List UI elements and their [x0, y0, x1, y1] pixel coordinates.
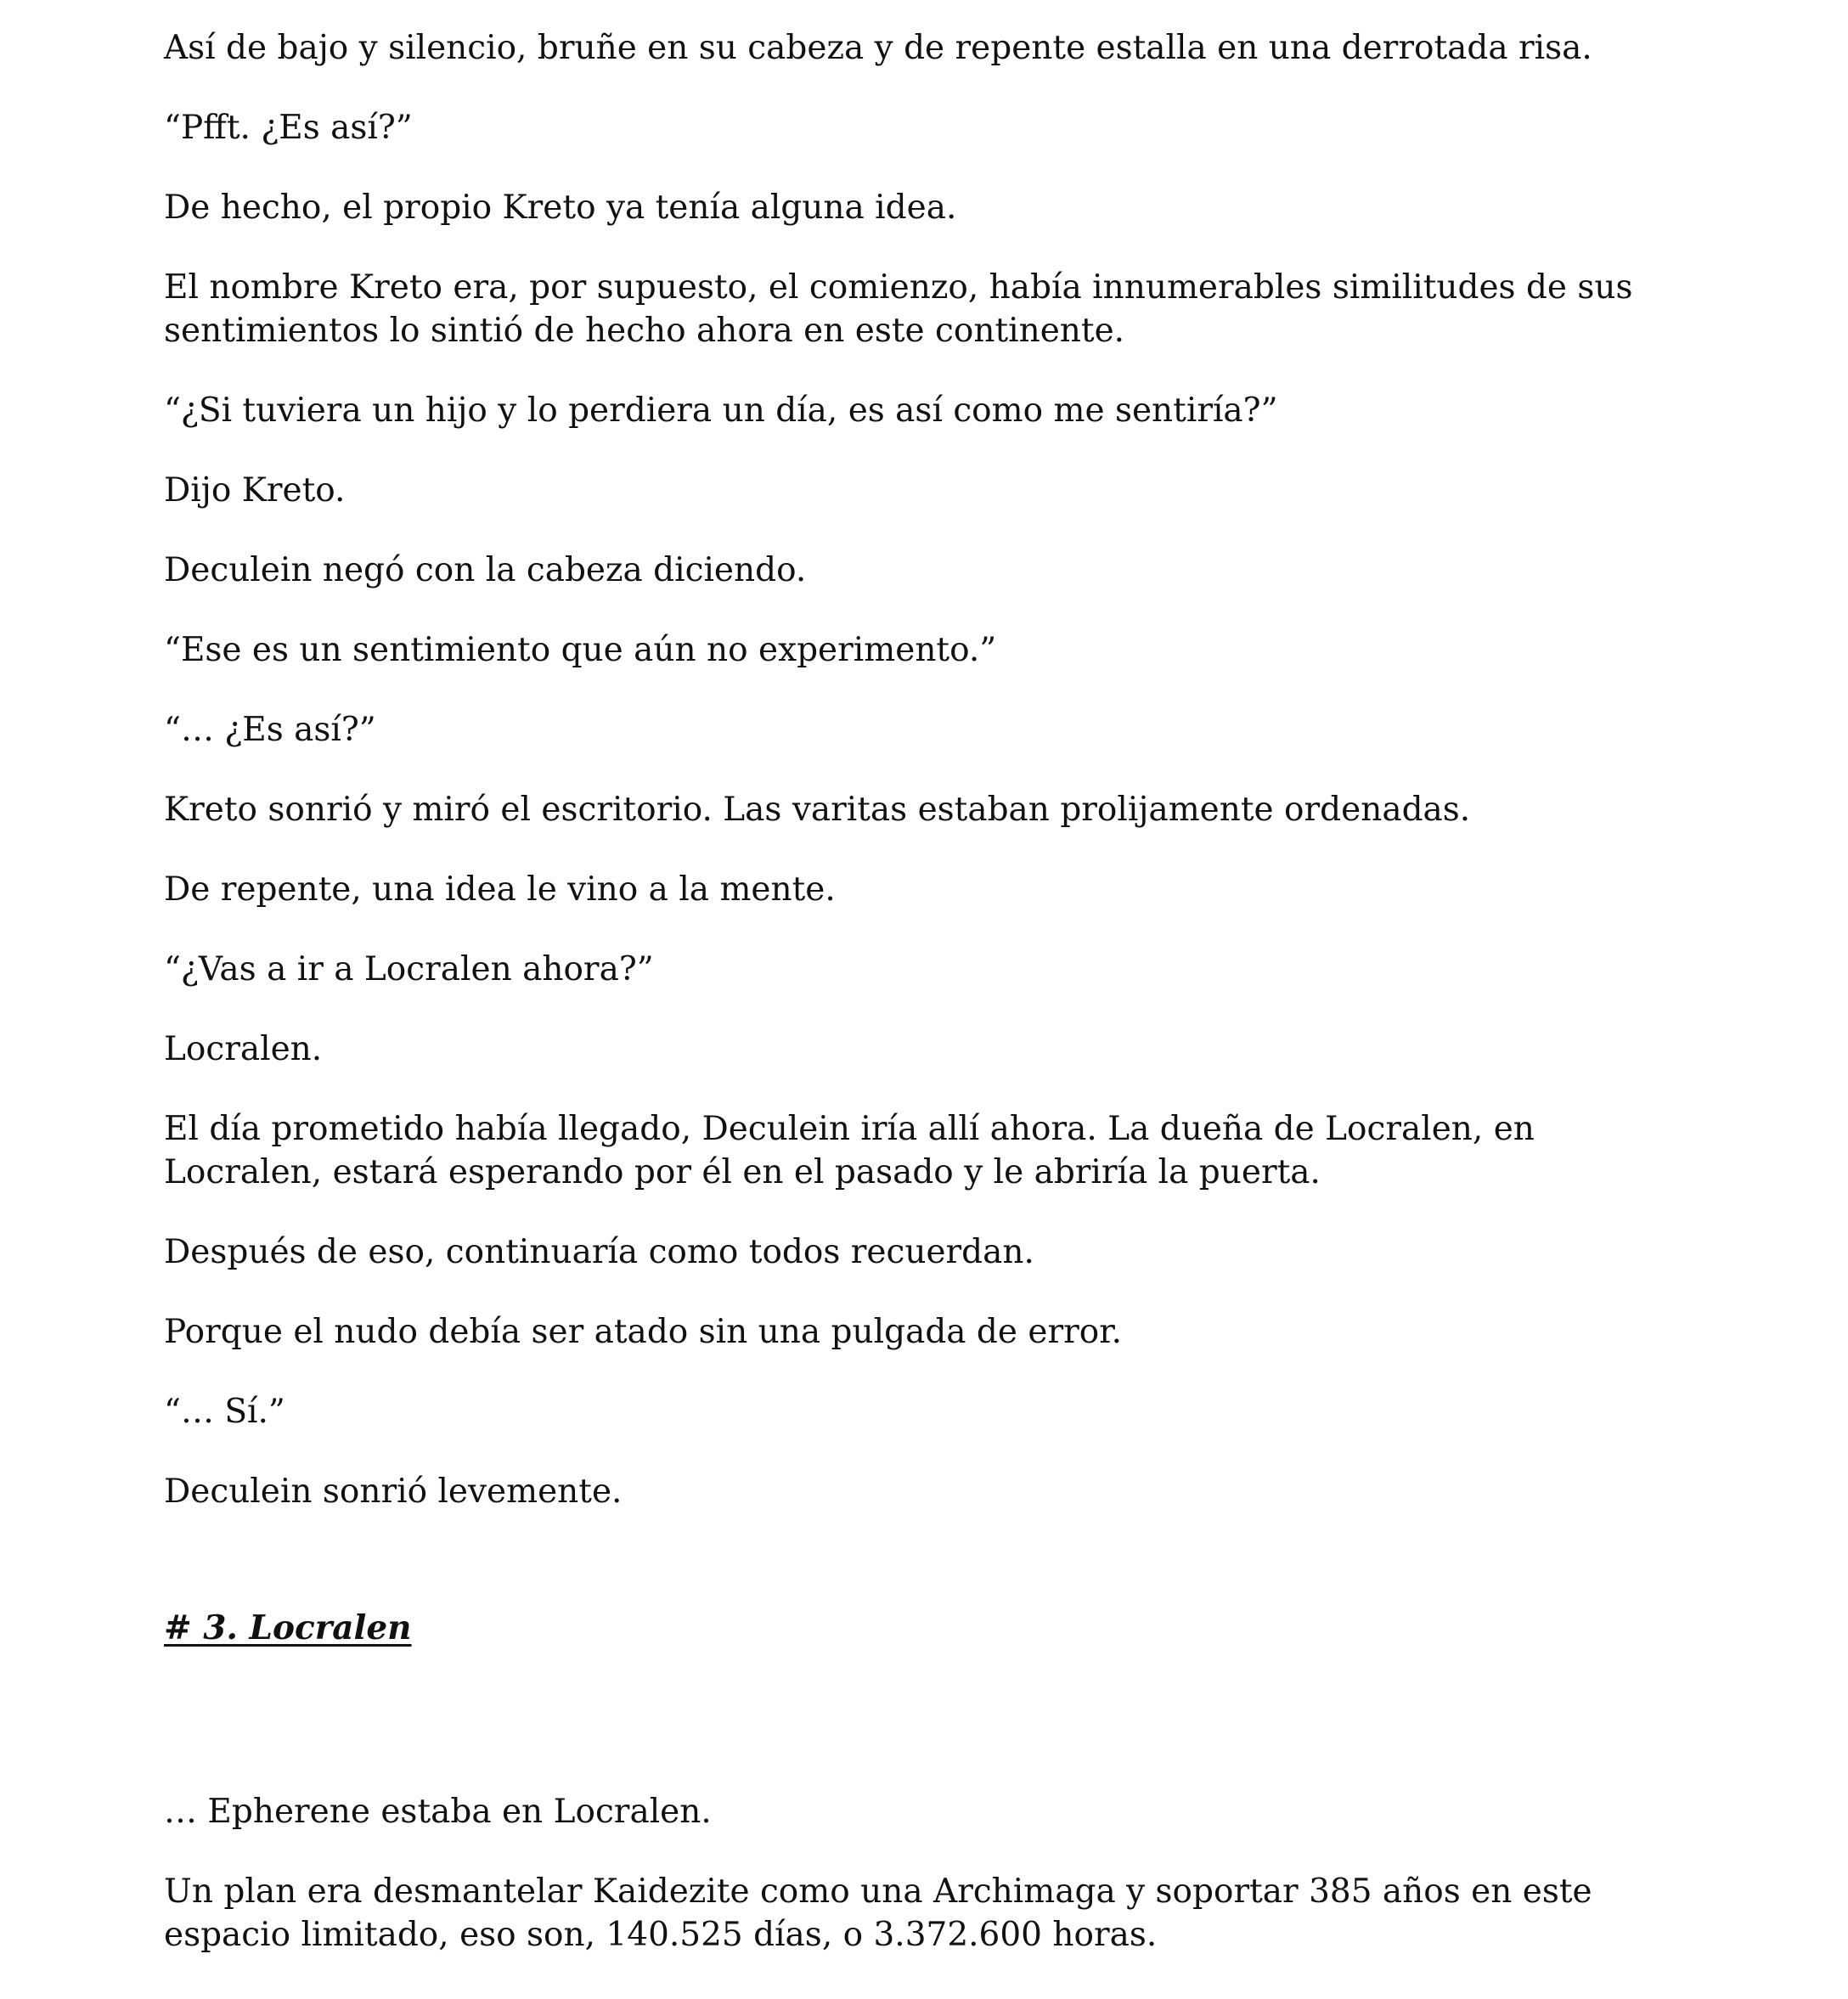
paragraph: “Ese es un sentimiento que aún no experimento.”	[164, 631, 997, 669]
paragraph: Dijo Kreto.	[164, 471, 346, 510]
document-body	[164, 26, 1693, 1993]
paragraph: Así de bajo y silencio, bruñe en su cabeza y de repente estalla en una derrotada risa.	[164, 29, 1592, 67]
paragraph: “Pfft. ¿Es así?”	[164, 109, 413, 147]
paragraph: “¿Si tuviera un hijo y lo perdiera un día, es así como me sentiría?”	[164, 391, 1278, 430]
paragraph: De repente, una idea le vino a la mente.	[164, 870, 836, 909]
paragraph: “… Sí.”	[164, 1393, 285, 1431]
paragraph: Un plan era desmantelar Kaidezite como una Archimaga y soportar 385 años en este espacio limitado, eso son, 140.525 días, o 3.372.600 horas.	[164, 1872, 1592, 1954]
paragraph: “… ¿Es así?”	[164, 711, 376, 749]
paragraph: Locralen.	[164, 1030, 323, 1068]
paragraph: De hecho, el propio Kreto ya tenía alguna idea.	[164, 189, 957, 227]
section-heading: # 3. Locralen	[164, 1608, 412, 1647]
paragraph: Kreto sonrió y miró el escritorio. Las varitas estaban prolijamente ordenadas.	[164, 791, 1471, 829]
paragraph: Deculein sonrió levemente.	[164, 1473, 623, 1511]
paragraph: Deculein negó con la cabeza diciendo.	[164, 551, 807, 589]
paragraph: Porque el nudo debía ser atado sin una pulgada de error.	[164, 1313, 1122, 1351]
paragraph: “¿Vas a ir a Locralen ahora?”	[164, 950, 654, 988]
paragraph: … Epherene estaba en Locralen.	[164, 1793, 712, 1831]
paragraph: El día prometido había llegado, Deculein iría allí ahora. La dueña de Locralen, en Locralen, estará esperando por él en el pasado y le abriría la puerta.	[164, 1110, 1535, 1191]
paragraph: El nombre Kreto era, por supuesto, el comienzo, había innumerables similitudes de sus sentimientos lo sintió de hecho ahora en este continente.	[164, 268, 1633, 350]
paragraph: Después de eso, continuaría como todos recuerdan.	[164, 1233, 1034, 1271]
